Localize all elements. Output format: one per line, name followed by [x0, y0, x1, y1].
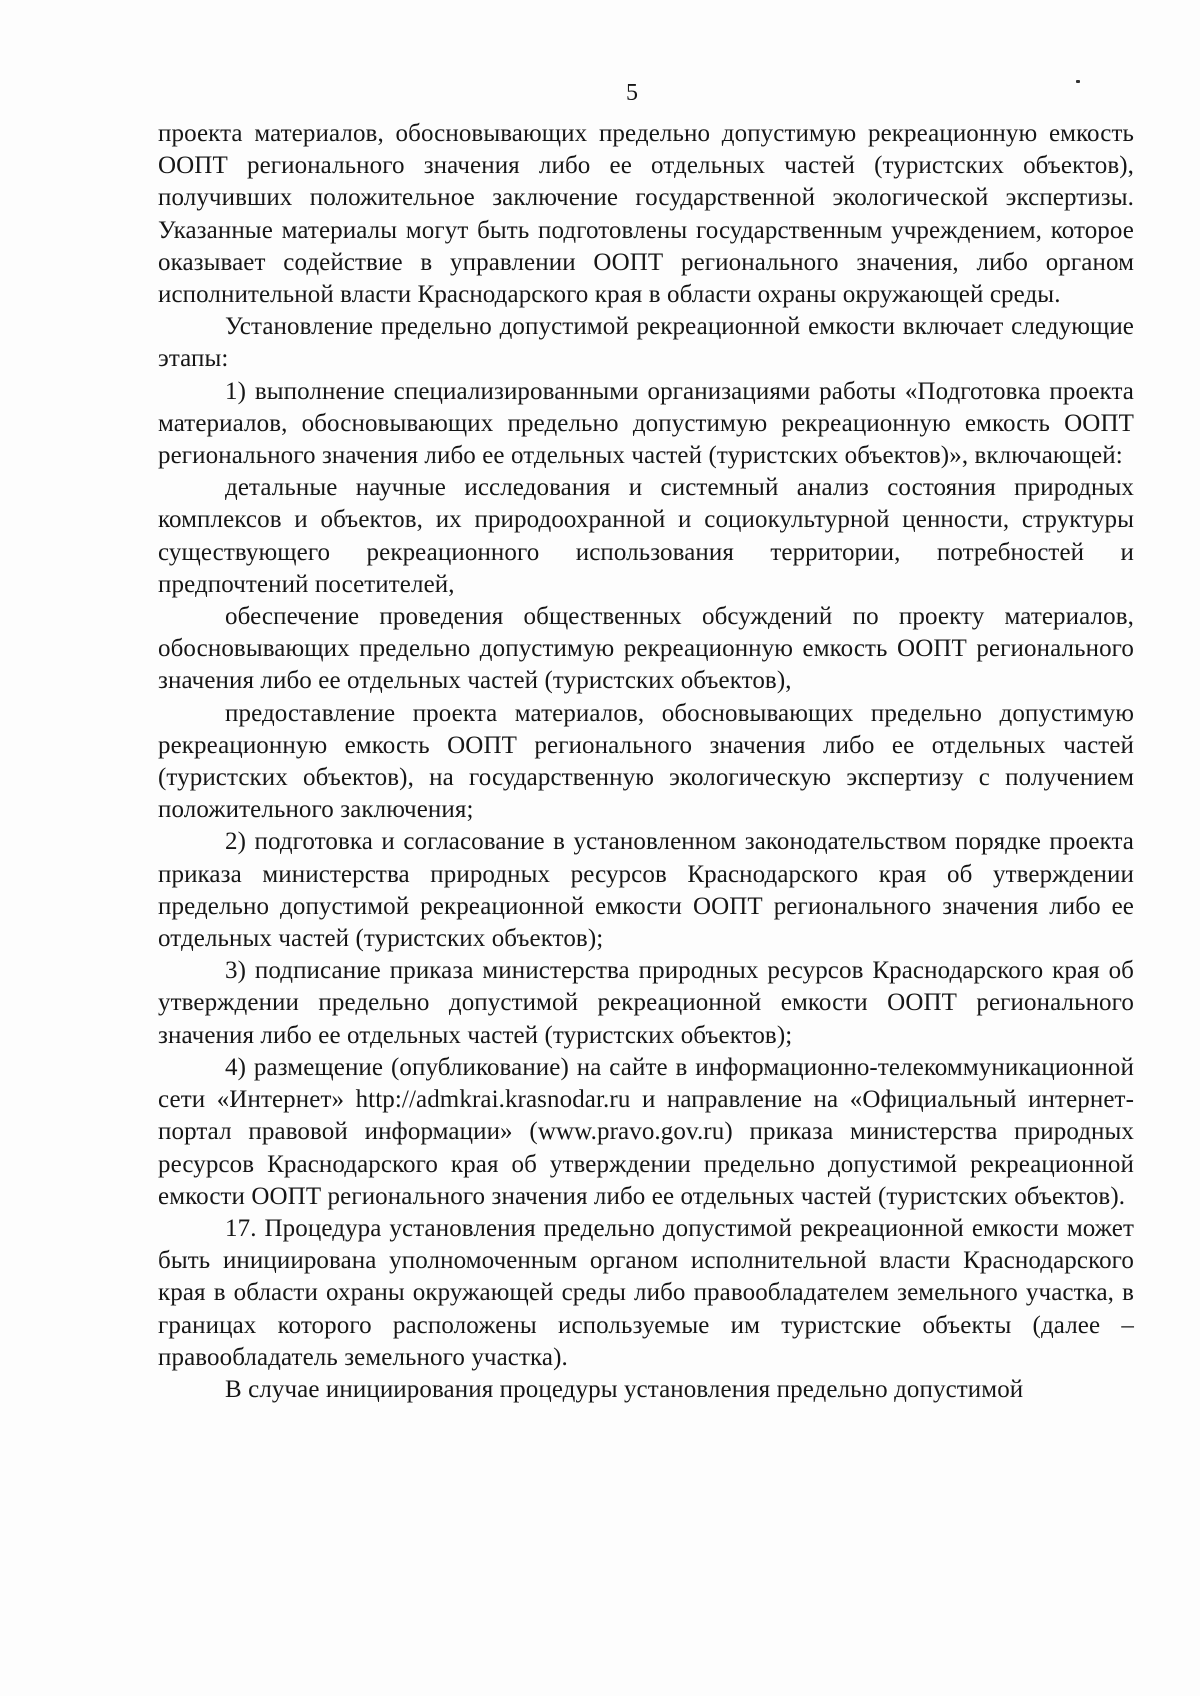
paragraph-stage-2: 2) подготовка и согласование в установленном законодательством порядке проекта приказа министерства природных ресурсов Краснодарского края об утверждении предельно допустимой рекреационной емкости ООПТ регионального значения либо ее отдельных частей (туристских объектов);: [158, 828, 1134, 953]
paragraph-expertise: предоставление проекта материалов, обосновывающих предельно допустимую рекреационную емкость ООПТ регионального значения либо ее отдельных частей (туристских объектов), на государственную экологическую экспертизу с получением положительного заключения;: [158, 699, 1134, 824]
page-number: 5: [626, 80, 638, 106]
paragraph-stage-4: 4) размещение (опубликование) на сайте в информационно-телекоммуникационной сети «Интернет» http://admkrai.krasnodar.ru и направление на «Официальный интернет-портал правовой информации» (www.pravo.gov.ru) приказа министерства природных ресурсов Краснодарского края об утверждении предельно допустимой рекреационной емкости ООПТ регионального значения либо ее отдельных частей (туристских объектов).: [158, 1053, 1134, 1210]
paragraph-initiation: В случае инициирования процедуры установления предельно допустимой: [225, 1375, 1024, 1403]
paragraph-item-17: 17. Процедура установления предельно допустимой рекреационной емкости может быть инициирована уполномоченным органом исполнительной власти Краснодарского края в области охраны окружающей среды либо правообладателем земельного участка, в границах которого расположены используемые им туристские объекты (далее – правообладатель земельного участка).: [158, 1214, 1134, 1371]
paragraph-public-discussion: обеспечение проведения общественных обсуждений по проекту материалов, обосновывающих предельно допустимую рекреационную емкость ООПТ регионального значения либо ее отдельных частей (туристских объектов),: [158, 603, 1134, 695]
paragraph-stage-3: 3) подписание приказа министерства природных ресурсов Краснодарского края об утверждении предельно допустимой рекреационной емкости ООПТ регионального значения либо ее отдельных частей (туристских объектов);: [158, 957, 1134, 1049]
paragraph-research: детальные научные исследования и системный анализ состояния природных комплексов и объектов, их природоохранной и социокультурной ценности, структуры существующего рекреационного использования территории, потребностей и предпочтений посетителей,: [158, 474, 1134, 598]
paragraph-stages-intro: Установление предельно допустимой рекреационной емкости включает следующие этапы:: [158, 313, 1134, 373]
scan-speck: [1076, 80, 1080, 83]
document-body: [158, 118, 1134, 1406]
paragraph-continuation: проекта материалов, обосновывающих предельно допустимую рекреационную емкость ООПТ регионального значения либо ее отдельных частей (туристских объектов), получивших положительное заключение государственной экологической экспертизы. Указанные материалы могут быть подготовлены государственным учреждением, которое оказывает содействие в управлении ООПТ регионального значения, либо органом исполнительной власти Краснодарского края в области охраны окружающей среды.: [158, 120, 1134, 309]
paragraph-stage-1: 1) выполнение специализированными организациями работы «Подготовка проекта материалов, обосновывающих предельно допустимую рекреационную емкость ООПТ регионального значения либо ее отдельных частей (туристских объектов)», включающей:: [158, 377, 1134, 470]
